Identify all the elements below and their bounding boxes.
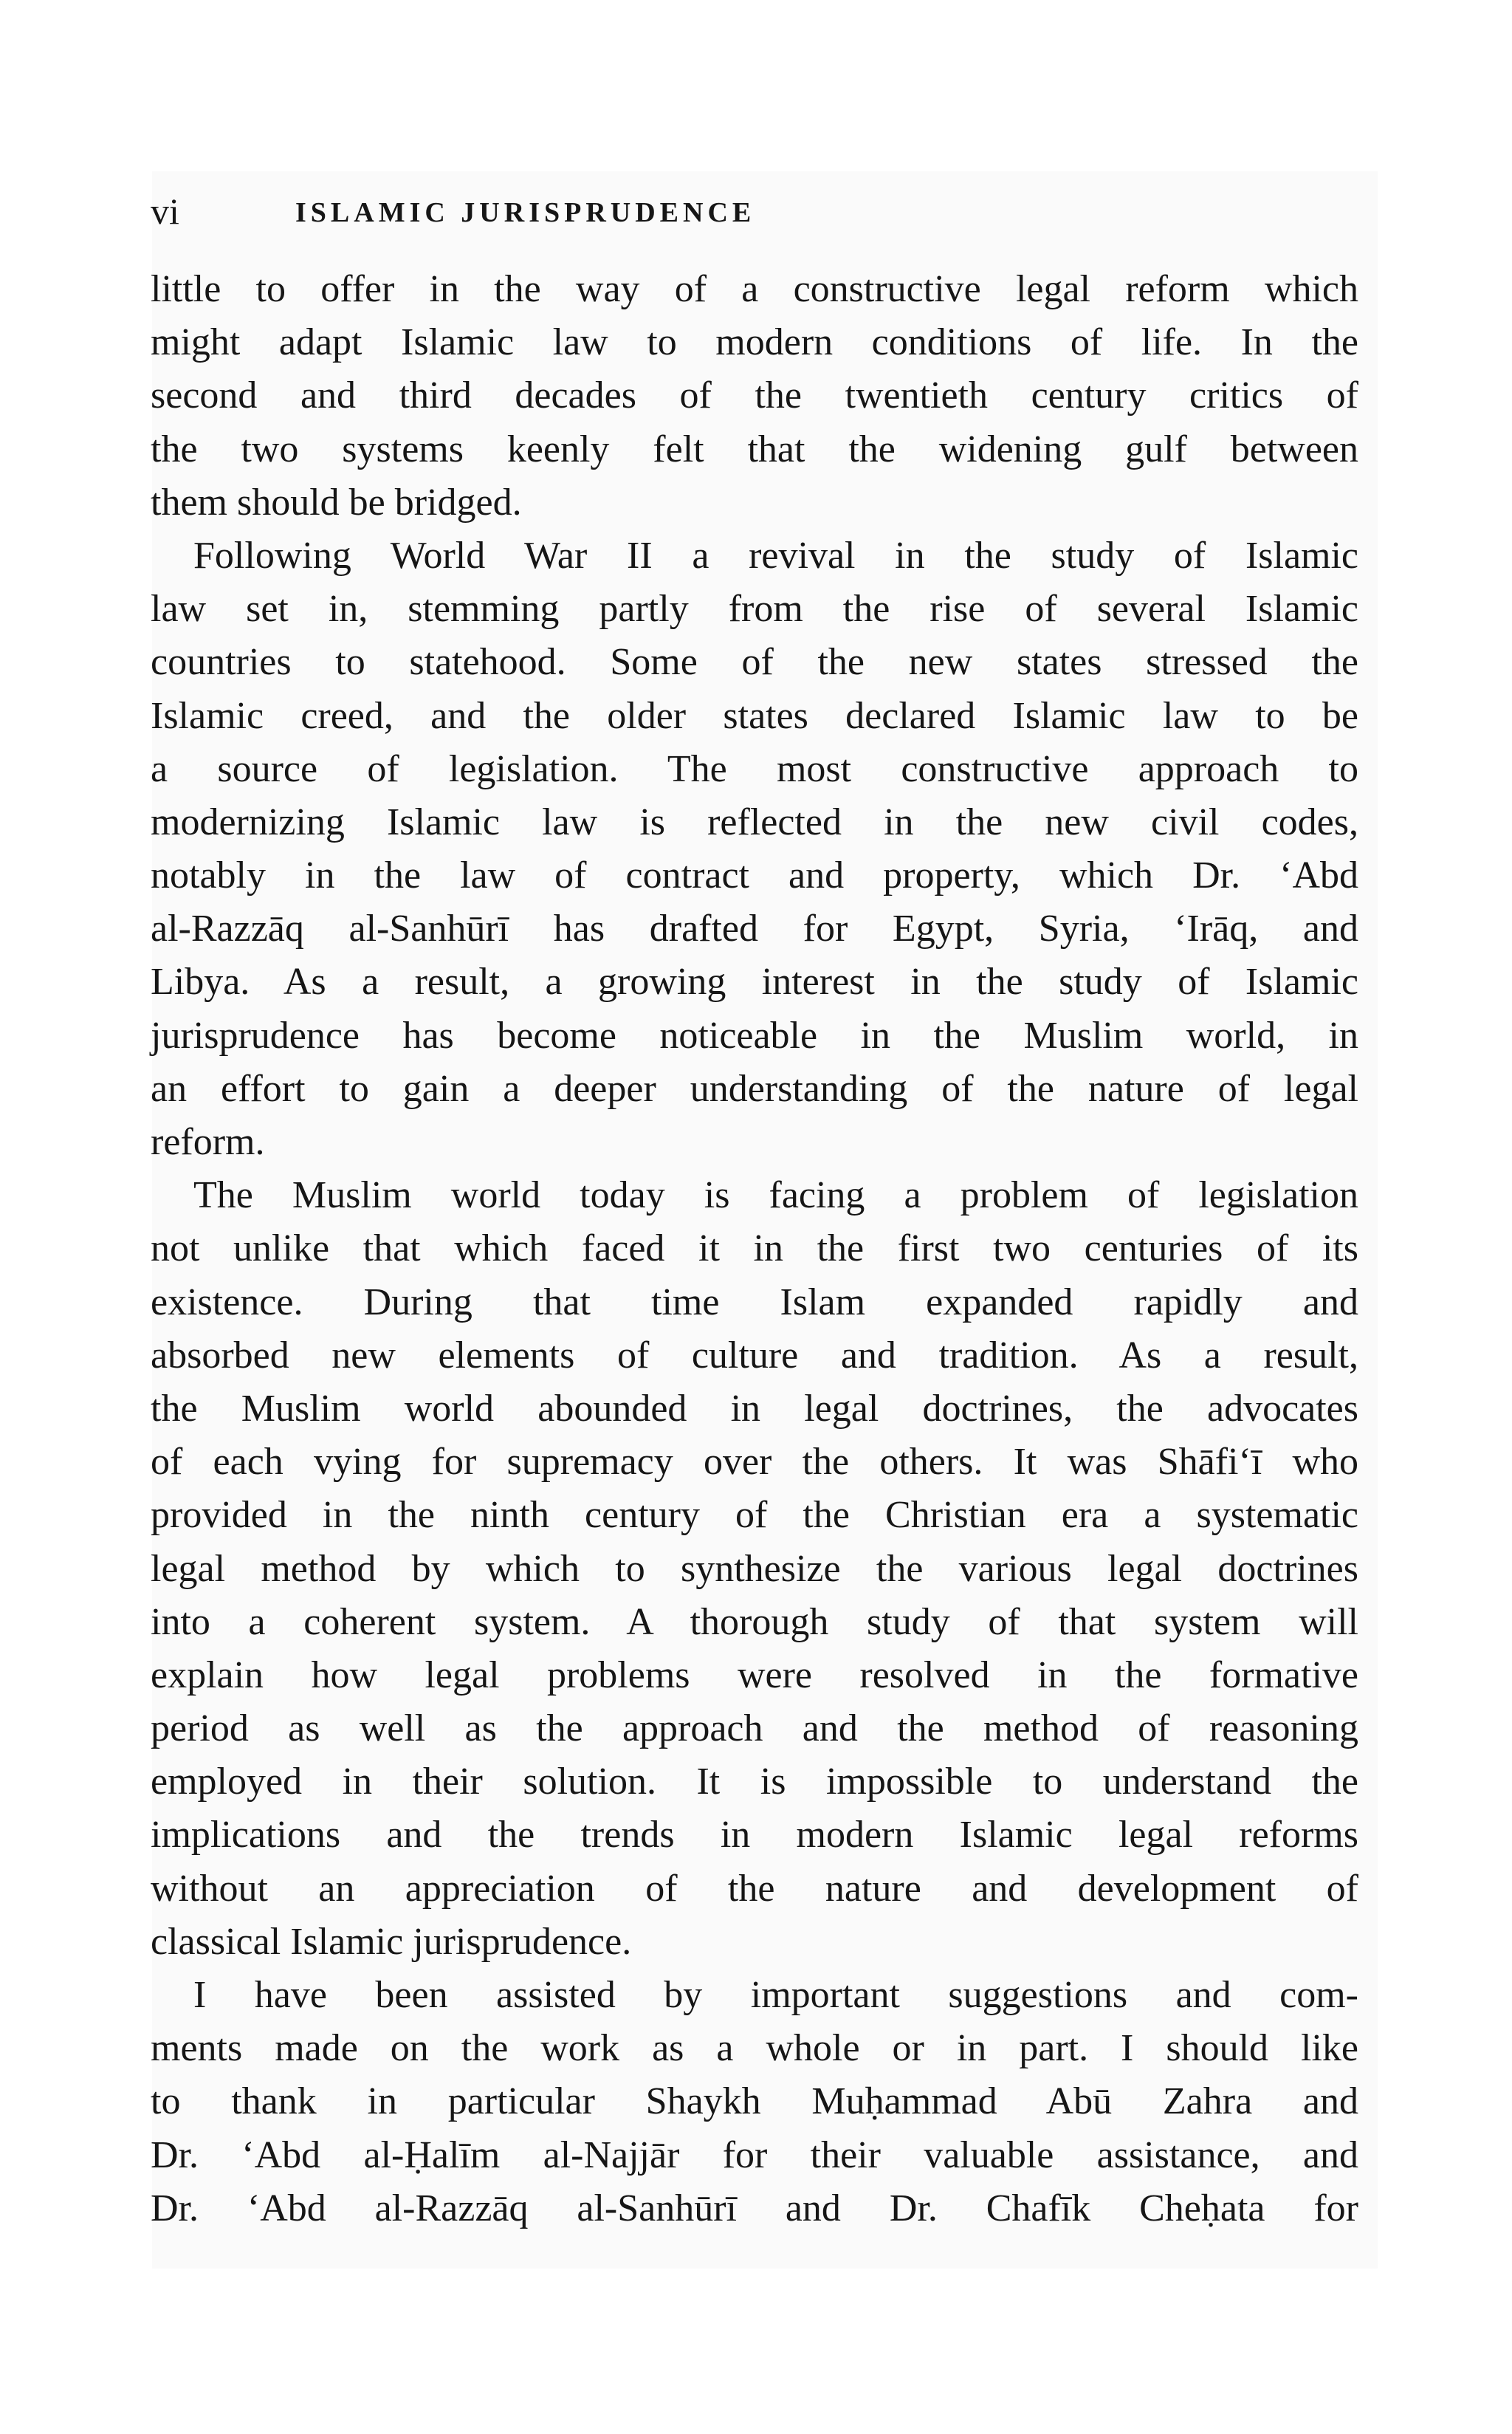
text-line: Libya. As a result, a growing interest in the study of Islamic bbox=[151, 961, 1358, 1004]
text-line: Following World War II a revival in the study of Islamic bbox=[193, 534, 1358, 577]
text-line: implications and the trends in modern Islamic legal reforms bbox=[151, 1814, 1358, 1857]
text-line: provided in the ninth century of the Christian era a systematic bbox=[151, 1494, 1358, 1537]
running-head bbox=[151, 189, 1376, 233]
text-line: countries to statehood. Some of the new states stressed the bbox=[151, 641, 1358, 684]
text-line: notably in the law of contract and property, which Dr. ‘Abd bbox=[151, 854, 1358, 897]
text-line: absorbed new elements of culture and tradition. As a result, bbox=[151, 1334, 1358, 1377]
text-line: without an appreciation of the nature and development of bbox=[151, 1867, 1358, 1910]
text-line: law set in, stemming partly from the rise of several Islamic bbox=[151, 588, 1358, 631]
text-line: employed in their solution. It is impossible to understand the bbox=[151, 1761, 1358, 1803]
text-line: Dr. ‘Abd al-Ḥalīm al-Najjār for their valuable assistance, and bbox=[151, 2133, 1358, 2176]
text-line: modernizing Islamic law is reflected in the new civil codes, bbox=[151, 801, 1358, 843]
text-line: of each vying for supremacy over the others. It was Shāfi‘ī who bbox=[151, 1441, 1358, 1484]
text-line: an effort to gain a deeper understanding of the nature of legal bbox=[151, 1067, 1358, 1110]
text-line: classical Islamic jurisprudence. bbox=[151, 1920, 632, 1963]
text-line: reform. bbox=[151, 1121, 265, 1163]
paragraph-legislation bbox=[151, 1169, 1358, 1969]
text-line: the Muslim world abounded in legal doctrines, the advocates bbox=[151, 1387, 1358, 1430]
body-text bbox=[151, 263, 1358, 2235]
text-line: to thank in particular Shaykh Muḥammad Abū Zahra and bbox=[151, 2080, 1358, 2123]
text-line: explain how legal problems were resolved in the formative bbox=[151, 1653, 1358, 1696]
text-line: ments made on the work as a whole or in part. I should like bbox=[151, 2027, 1358, 2070]
text-line: a source of legislation. The most constructive approach to bbox=[151, 747, 1358, 790]
text-line: existence. During that time Islam expanded rapidly and bbox=[151, 1281, 1358, 1323]
text-line: al-Razzāq al-Sanhūrī has drafted for Egypt, Syria, ‘Irāq, and bbox=[151, 908, 1358, 950]
text-line: period as well as the approach and the method of reasoning bbox=[151, 1707, 1358, 1750]
text-line: into a coherent system. A thorough study of that system will bbox=[151, 1600, 1358, 1643]
text-line: might adapt Islamic law to modern conditions of life. In the bbox=[151, 321, 1358, 364]
text-line: Islamic creed, and the older states declared Islamic law to be bbox=[151, 694, 1358, 737]
text-line: them should be bridged. bbox=[151, 481, 522, 524]
paragraph-acknowledgements bbox=[151, 1969, 1358, 2235]
text-line: second and third decades of the twentieth century critics of bbox=[151, 374, 1358, 417]
text-line: Dr. ‘Abd al-Razzāq al-Sanhūrī and Dr. Chafīk Cheḥata for bbox=[151, 2187, 1358, 2229]
page-number: vi bbox=[151, 191, 179, 232]
paragraph-revival bbox=[151, 529, 1358, 1169]
text-line: The Muslim world today is facing a problem of legislation bbox=[193, 1174, 1358, 1217]
paragraph-continuation bbox=[151, 263, 1358, 529]
text-line: not unlike that which faced it in the first two centuries of its bbox=[151, 1227, 1358, 1270]
running-title: ISLAMIC JURISPRUDENCE bbox=[295, 197, 756, 228]
text-line: little to offer in the way of a constructive legal reform which bbox=[151, 268, 1358, 310]
text-line: jurisprudence has become noticeable in the Muslim world, in bbox=[151, 1014, 1358, 1057]
text-line: legal method by which to synthesize the various legal doctrines bbox=[151, 1547, 1358, 1590]
text-line: the two systems keenly felt that the widening gulf between bbox=[151, 428, 1358, 470]
text-line: I have been assisted by important suggestions and com- bbox=[193, 1974, 1358, 2016]
